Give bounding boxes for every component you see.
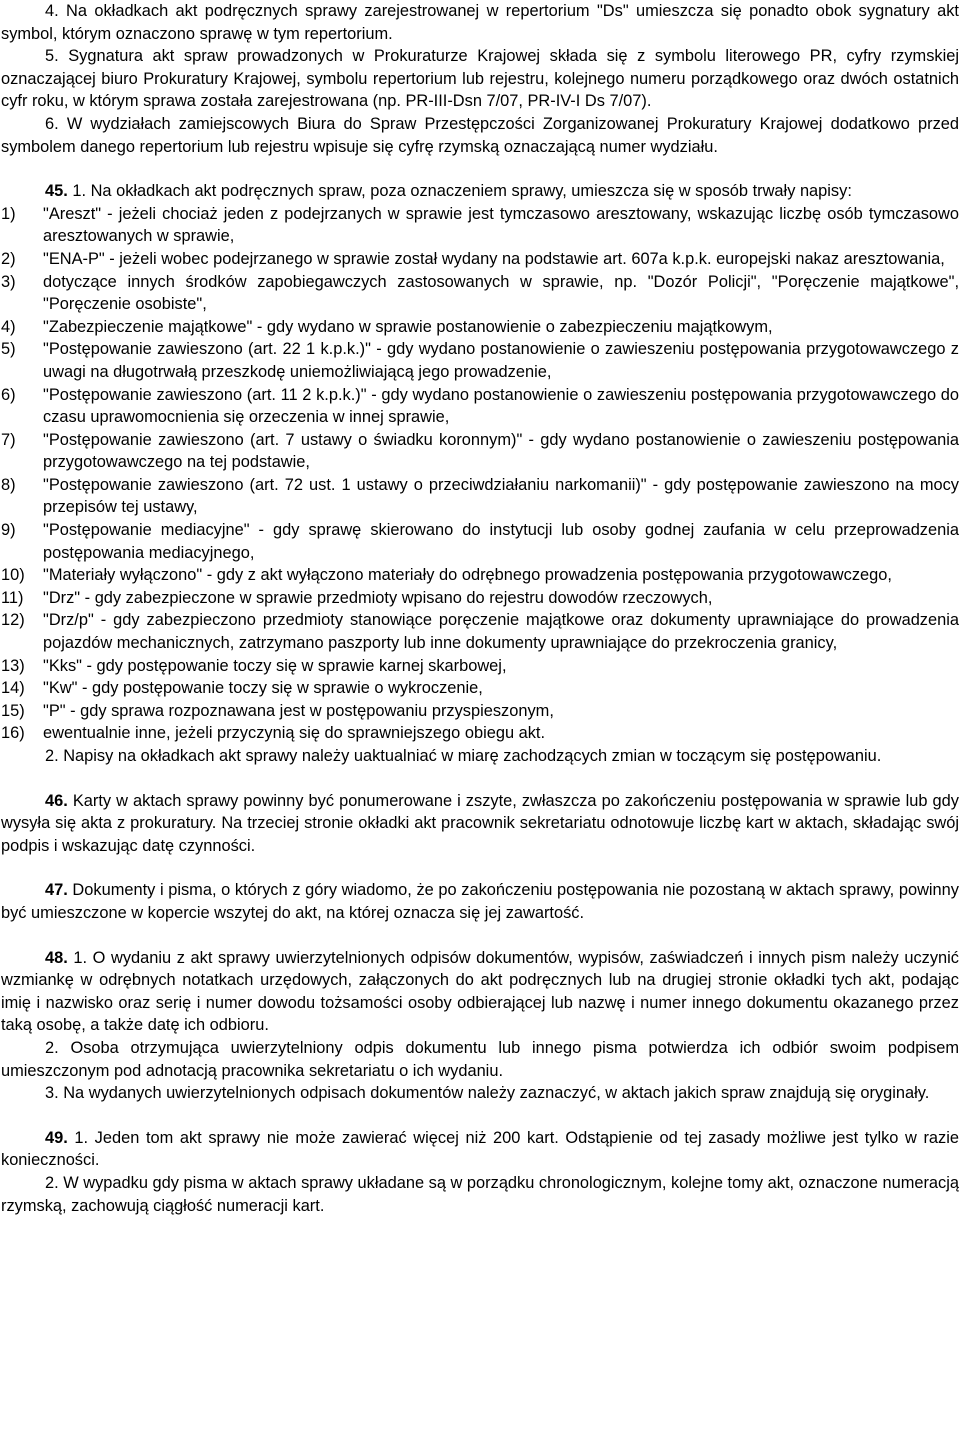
section-text: 1. O wydaniu z akt sprawy uwierzytelnionych odpisów dokumentów, wypisów, zaświadczeń i innych pism należy uczynić wzmiankę w odrębnych notatkach urzędowych, załączonych do akt podręcznych lub na drugiej stronie okładki tych akt, podając imię i nazwisko oraz serię i numer dowodu tożsamości osoby odbierającej lub nazwę i numer innego dokumentu okazanego przez taką osobę, a także datę ich odbioru.: [1, 948, 959, 1035]
section-number: 49.: [45, 1128, 68, 1147]
list-item: [1, 587, 959, 610]
item-text: "Drz" - gdy zabezpieczone w sprawie przedmioty wpisano do rejestru dowodów rzeczowych,: [43, 588, 713, 607]
list-item: [1, 722, 959, 745]
list-item: [1, 248, 959, 271]
item-text: dotyczące innych środków zapobiegawczych zastosowanych w sprawie, np. "Dozór Policji", "Poręczenie majątkowe", "Poręczenie osobiste",: [43, 272, 959, 314]
item-text: "P" - gdy sprawa rozpoznawana jest w postępowaniu przyspieszonym,: [43, 701, 554, 720]
list-item: [1, 271, 959, 316]
item-number: 8): [1, 475, 16, 494]
list-item: [1, 609, 959, 654]
paragraph-5: 5. Sygnatura akt spraw prowadzonych w Prokuraturze Krajowej składa się z symbolu literowego PR, cyfry rzymskiej oznaczającej biuro Prokuratury Krajowej, symbolu repertorium lub rejestru, kolejnego numeru porządkowego oraz dwóch ostatnich cyfr roku, w którym sprawa została zarejestrowana (np. PR-III-Dsn 7/07, PR-IV-I Ds 7/07).: [1, 47, 959, 111]
section-46: [1, 790, 959, 858]
item-number: 13): [1, 656, 25, 675]
item-text: "Postępowanie zawieszono (art. 22 1 k.p.k.)" - gdy wydano postanowienie o zawieszeniu postępowania przygotowawczego z uwagi na długotrwałą przeszkodę uniemożliwiającą jego prowadzenie,: [43, 340, 959, 381]
item-number: 3): [1, 272, 16, 291]
list-item: [1, 655, 959, 678]
item-text: "Kw" - gdy postępowanie toczy się w sprawie o wykroczenie,: [43, 679, 483, 698]
item-number: 4): [1, 317, 16, 336]
list-item: [1, 677, 959, 700]
section-number: 48.: [45, 948, 68, 967]
item-number: 11): [1, 588, 24, 607]
list-item: [1, 474, 959, 519]
item-number: 6): [1, 385, 16, 404]
item-text: "Postępowanie zawieszono (art. 7 ustawy o świadku koronnym)" - gdy wydano postanowienie o zawieszeniu postępowania przygotowawczego na tej podstawie,: [43, 430, 959, 472]
section-text: Karty w aktach sprawy powinny być ponumerowane i zszyte, zwłaszcza po zakończeniu postępowania w sprawie lub gdy wysyła się akta z prokuratury. Na trzeciej stronie okładki akt pracownik sekretariatu odnotowuje liczbę kart w aktach, składając swój podpis i wskazując datę czynności.: [1, 791, 959, 855]
item-text: "Postępowanie zawieszono (art. 72 ust. 1 ustawy o przeciwdziałaniu narkomanii)" - gdy postępowanie zawieszono na mocy przepisów tej ustawy,: [43, 475, 959, 517]
list-item: [1, 700, 959, 723]
list-item: [1, 429, 959, 474]
list-item: [1, 316, 959, 339]
list-item: [1, 564, 959, 587]
paragraph-6: 6. W wydziałach zamiejscowych Biura do Spraw Przestępczości Zorganizowanej Prokuratury Krajowej dodatkowo przed symbolem danego repertorium lub rejestru wpisuje się cyfrę rzymską oznaczającą numer wydziału.: [1, 114, 959, 156]
section-47: [1, 879, 959, 924]
item-number: 9): [1, 521, 16, 540]
item-number: 5): [1, 340, 16, 359]
item-number: 14): [1, 679, 25, 698]
document-page: [1, 0, 959, 1217]
item-text: "Materiały wyłączono" - gdy z akt wyłączono materiały do odrębnego prowadzenia postępowania przygotowawczego,: [43, 566, 892, 585]
item-number: 16): [1, 724, 25, 743]
section-number: 45.: [45, 182, 68, 201]
item-number: 7): [1, 430, 16, 449]
list-item: [1, 338, 959, 383]
item-number: 12): [1, 611, 25, 630]
list-item: [1, 519, 959, 564]
inscription-list: [1, 203, 959, 745]
section-45-paragraph-2: 2. Napisy na okładkach akt sprawy należy uaktualniać w miarę zachodzących zmian w toczącym się postępowaniu.: [45, 747, 882, 765]
list-item: [1, 203, 959, 248]
section-48-paragraph-1: [1, 947, 959, 1037]
paragraph-4: 4. Na okładkach akt podręcznych sprawy zarejestrowanej w repertorium "Ds" umieszcza się ponadto obok sygnatury akt symbol, którym oznaczono sprawę w tym repertorium.: [1, 2, 959, 43]
item-text: ewentualnie inne, jeżeli przyczynią się do sprawniejszego obiegu akt.: [43, 724, 546, 743]
section-text: 1. Na okładkach akt podręcznych spraw, poza oznaczeniem sprawy, umieszcza się w sposób trwały napisy:: [67, 182, 852, 201]
item-text: "Drz/p" - gdy zabezpieczono przedmioty stanowiące poręczenie majątkowe oraz dokumenty uprawniające do prowadzenia pojazdów mechanicznych, zatrzymano paszporty lub inne dokumenty uprawniające do przekroczenia granicy,: [43, 611, 959, 653]
section-number: 46.: [45, 791, 68, 810]
section-48-paragraph-2: 2. Osoba otrzymująca uwierzytelniony odpis dokumentu lub innego pisma potwierdza ich odbiór swoim podpisem umieszczonym pod adnotacją pracownika sekretariatu o ich wydaniu.: [1, 1038, 959, 1080]
item-text: "Zabezpieczenie majątkowe" - gdy wydano w sprawie postanowienie o zabezpieczeniu majątkowym,: [43, 317, 773, 336]
item-text: "Postępowanie zawieszono (art. 11 2 k.p.k.)" - gdy wydano postanowienie o zawieszeniu postępowania przygotowawczego do czasu uprawomocnienia się orzeczenia w innej sprawie,: [43, 385, 959, 427]
section-49-paragraph-1: [1, 1127, 959, 1172]
item-number: 2): [1, 249, 16, 268]
section-45-intro: [1, 180, 959, 203]
item-number: 15): [1, 701, 25, 720]
item-text: "Kks" - gdy postępowanie toczy się w sprawie karnej skarbowej,: [43, 656, 507, 675]
list-item: [1, 384, 959, 429]
section-text: Dokumenty i pisma, o których z góry wiadomo, że po zakończeniu postępowania nie pozostaną w aktach sprawy, powinny być umieszczone w kopercie wszytej do akt, na której oznacza się jej zawartość.: [1, 881, 959, 922]
item-number: 10): [1, 566, 25, 585]
section-48-paragraph-3: 3. Na wydanych uwierzytelnionych odpisach dokumentów należy zaznaczyć, w aktach jakich spraw znajdują się oryginały.: [45, 1084, 930, 1103]
section-number: 47.: [45, 881, 68, 900]
item-text: "ENA-P" - jeżeli wobec podejrzanego w sprawie został wydany na podstawie art. 607a k.p.k. europejski nakaz aresztowania,: [43, 249, 945, 268]
item-number: 1): [1, 204, 16, 223]
item-text: "Postępowanie mediacyjne" - gdy sprawę skierowano do instytucji lub osoby godnej zaufania w celu przeprowadzenia postępowania mediacyjnego,: [43, 521, 959, 562]
item-text: "Areszt" - jeżeli chociaż jeden z podejrzanych w sprawie jest tymczasowo aresztowany, wskazując liczbę osób tymczasowo aresztowanych w sprawie,: [43, 204, 959, 246]
section-49-paragraph-2: 2. W wypadku gdy pisma w aktach sprawy układane są w porządku chronologicznym, kolejne tomy akt, oznaczone numeracją rzymską, zachowują ciągłość numeracji kart.: [1, 1173, 959, 1215]
section-text: 1. Jeden tom akt sprawy nie może zawierać więcej niż 200 kart. Odstąpienie od tej zasady możliwe jest tylko w razie konieczności.: [1, 1128, 959, 1170]
